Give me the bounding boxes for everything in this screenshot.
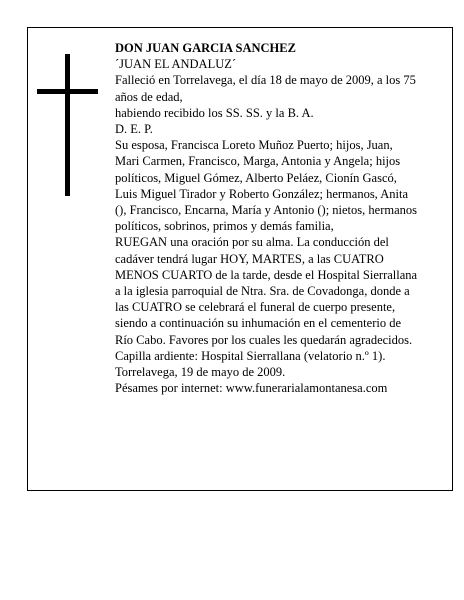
rip-line: D. E. P.: [115, 122, 153, 137]
obituary-text: [115, 40, 420, 396]
request-details: una oración por su alma. La conducción del cadáver tendrá lugar HOY, MARTES, a las CUATRO MENOS CUARTO de la tarde, desde el Hospital Sierrallana a la iglesia parroquial de Ntra. Sra. de Covadonga, donde a las CUATRO se celebrará el funeral de cuerpo presente, siendo a continuación su inhumación en el cementerio de Río Cabo. Favores por los cuales les quedarán agradecidos. Capilla ardiente: Hospital Sierrallana (velatorio n.º 1).: [115, 235, 418, 363]
family-list: Su esposa, Francisca Loreto Muñoz Puerto; hijos, Juan, Mari Carmen, Francisco, Marga, Antonia y Angela; hijos políticos, Miguel Gómez, Alberto Peláez, Cionín Gascó, Luis Miguel Tirador y Roberto González; hermanos, Anita (), Francisco, Encarna, María y Antonio (); nietos, hermanos políticos, sobrinos, primos y demás familia,: [115, 138, 417, 234]
deceased-name: DON JUAN GARCIA SANCHEZ: [115, 41, 296, 55]
sacraments-line: habiendo recibido los SS. SS. y la B. A.: [115, 105, 314, 120]
cross-icon-arm: [37, 89, 98, 94]
request-lead: RUEGAN: [115, 235, 168, 250]
place-date: Torrelavega, 19 de mayo de 2009.: [115, 365, 286, 380]
deceased-nickname: ´JUAN EL ANDALUZ´: [115, 57, 237, 72]
death-info: Falleció en Torrelavega, el día 18 de mayo de 2009, a los 75 años de edad,: [115, 73, 416, 104]
funeral-request: [115, 234, 420, 364]
cross-icon: [65, 54, 70, 196]
condolences-link: Pésames por internet: www.funerarialamontanesa.com: [115, 381, 388, 396]
